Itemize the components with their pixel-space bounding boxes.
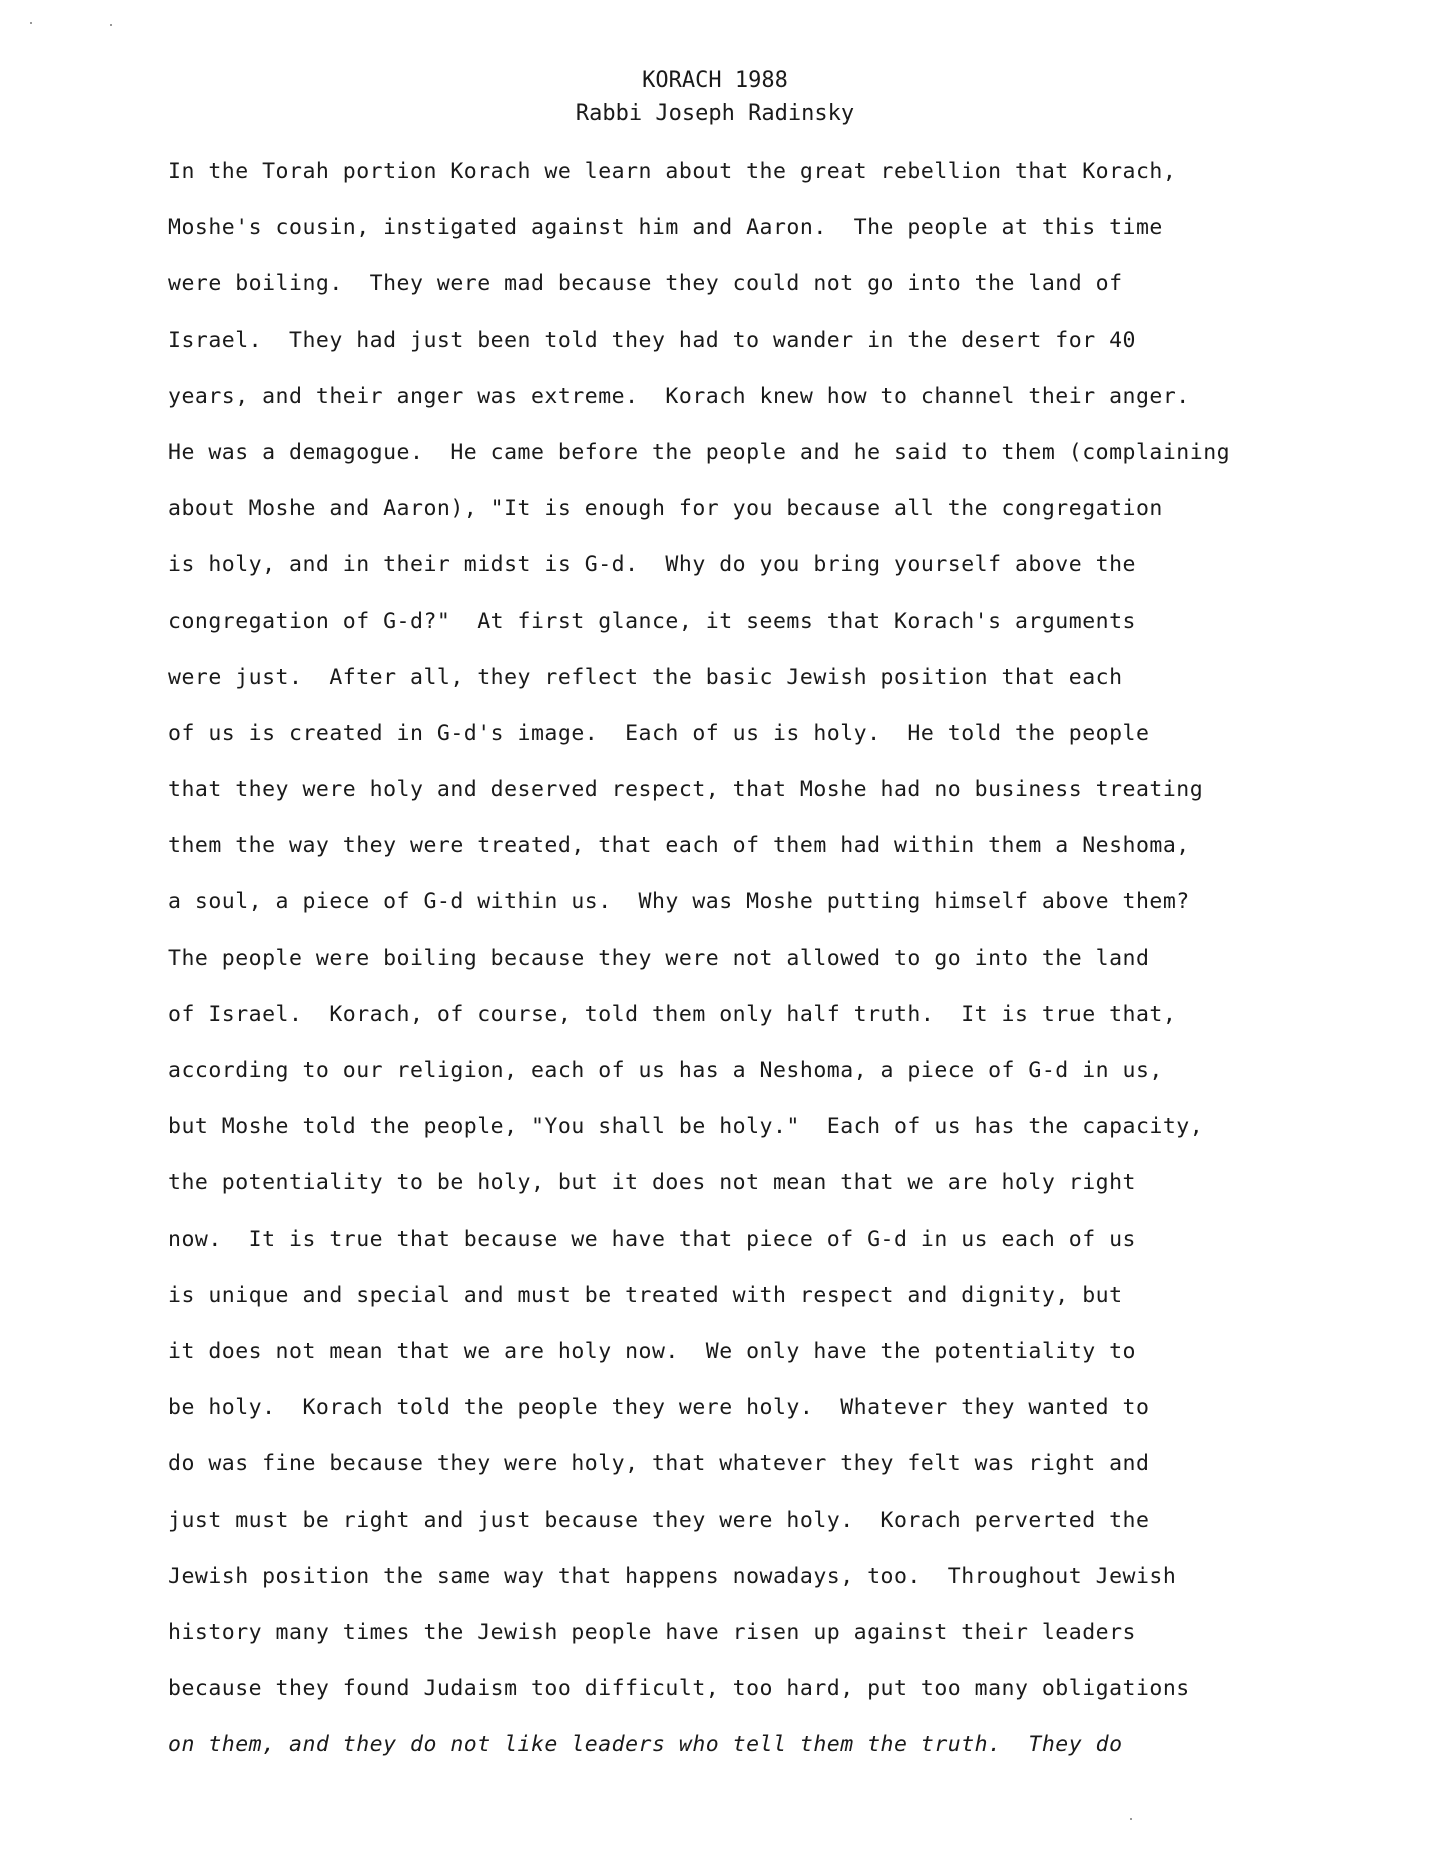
text-line: be holy. Korach told the people they were holy. Whatever they wanted to	[168, 1395, 1150, 1421]
text-line: Jewish position the same way that happens nowadays, too. Throughout Jewish	[168, 1563, 1177, 1589]
text-line: history many times the Jewish people have risen up against their leaders	[168, 1619, 1136, 1645]
text-line: He was a demagogue. He came before the people and he said to them (complaining	[168, 439, 1231, 465]
scan-speck	[1130, 1818, 1132, 1820]
body-text	[168, 154, 1408, 1783]
text-line: The people were boiling because they were not allowed to go into the land	[168, 945, 1150, 971]
text-line: In the Torah portion Korach we learn about the great rebellion that Korach,	[168, 159, 1177, 184]
text-line: were just. After all, they reflect the basic Jewish position that each	[168, 664, 1123, 690]
text-line: them the way they were treated, that each of them had within them a Neshoma,	[168, 833, 1190, 859]
text-line: of Israel. Korach, of course, told them only half truth. It is true that,	[168, 1001, 1177, 1027]
text-line: now. It is true that because we have that piece of G-d in us each of us	[168, 1226, 1136, 1252]
text-line: congregation of G-d?" At first glance, it seems that Korach's arguments	[168, 608, 1136, 634]
text-line: the potentiality to be holy, but it does not mean that we are holy right	[168, 1170, 1136, 1196]
text-line: of us is created in G-d's image. Each of us is holy. He told the people	[168, 720, 1150, 746]
text-line: according to our religion, each of us has a Neshoma, a piece of G-d in us,	[168, 1058, 1163, 1083]
text-line: because they found Judaism too difficult, too hard, put too many obligations	[168, 1676, 1190, 1702]
text-line: years, and their anger was extreme. Korach knew how to channel their anger.	[168, 383, 1190, 409]
text-line: that they were holy and deserved respect, that Moshe had no business treating	[168, 777, 1204, 803]
text-line: but Moshe told the people, "You shall be holy." Each of us has the capacity,	[168, 1114, 1204, 1140]
text-line: just must be right and just because they were holy. Korach perverted the	[168, 1507, 1150, 1533]
text-line: is unique and special and must be treated with respect and dignity, but	[168, 1282, 1123, 1308]
text-line: a soul, a piece of G-d within us. Why was Moshe putting himself above them?	[168, 889, 1190, 915]
text-line: do was fine because they were holy, that whatever they felt was right and	[168, 1451, 1150, 1477]
document-title: KORACH 1988	[642, 68, 788, 93]
text-line: Israel. They had just been told they had to wander in the desert for 40	[168, 327, 1136, 353]
text-line: is holy, and in their midst is G-d. Why do you bring yourself above the	[168, 552, 1136, 578]
text-line: it does not mean that we are holy now. We only have the potentiality to	[168, 1338, 1136, 1364]
document-author: Rabbi Joseph Radinsky	[575, 101, 855, 126]
text-line: on them, and they do not like leaders who tell them the truth. They do	[168, 1732, 1123, 1758]
scan-speck	[30, 22, 32, 24]
scan-speck	[110, 24, 112, 26]
text-line: about Moshe and Aaron), "It is enough for you because all the congregation	[168, 496, 1163, 522]
text-line: Moshe's cousin, instigated against him and Aaron. The people at this time	[168, 215, 1163, 241]
text-line: were boiling. They were mad because they could not go into the land of	[168, 271, 1123, 297]
document-header	[0, 64, 1430, 130]
